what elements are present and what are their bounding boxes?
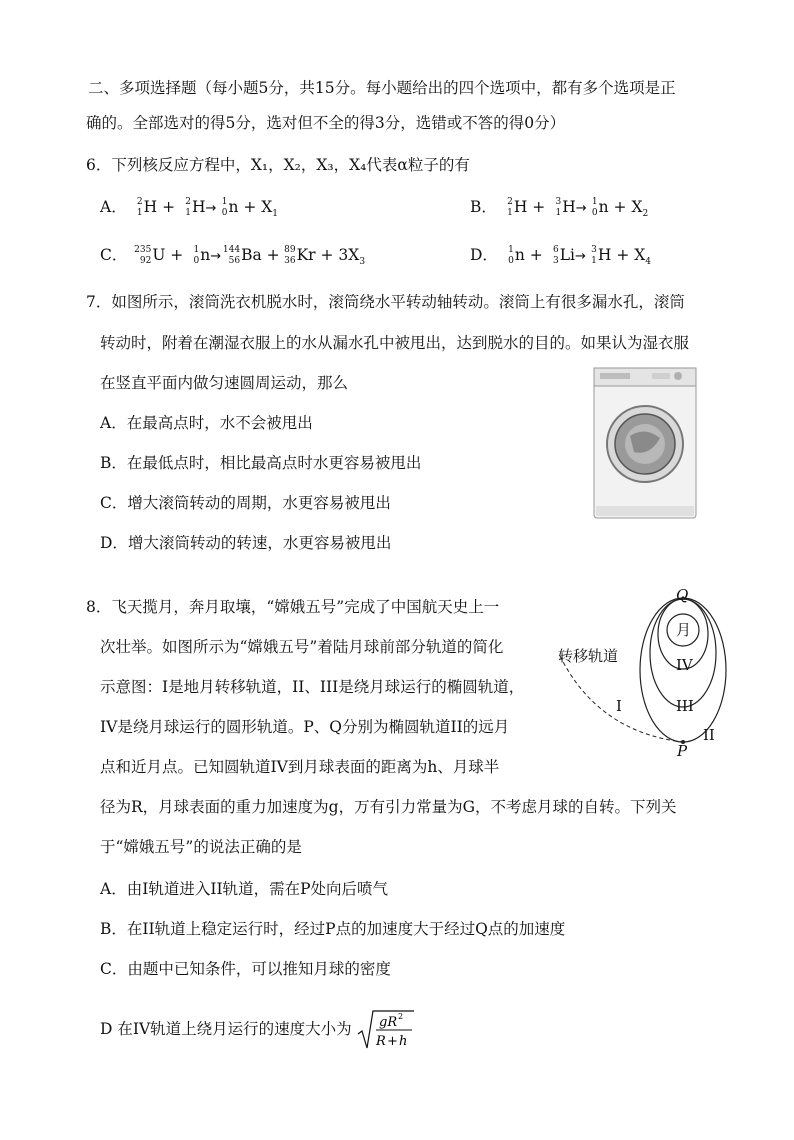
label-p: P xyxy=(677,742,688,760)
orbit-iii xyxy=(650,599,716,707)
label-moon: 月 xyxy=(676,621,692,639)
washing-machine-image xyxy=(592,366,698,522)
section-title-cont: 确的。全部选对的得5分，选对但不全的得3分，选错或不答的得0分） xyxy=(86,114,566,132)
q6-b-label: B． xyxy=(470,198,497,216)
svg-text:+: + xyxy=(386,1034,398,1049)
q7-option-b: B．在最低点时，相比最高点时水更容易被甩出 xyxy=(100,454,422,472)
q8-option-a: A．由I轨道进入II轨道，需在P处向后喷气 xyxy=(100,880,388,898)
q8-stem-2: 次壮举。如图所示为“嫦娥五号”着陆月球前部分轨道的简化 xyxy=(100,638,504,656)
q7-option-a: A．在最高点时，水不会被甩出 xyxy=(100,414,313,432)
label-ii: II xyxy=(703,726,715,744)
q6-option-d: D． 1 0 n + 6 3 Li→ 3 1 $H + X_4$ xyxy=(470,245,652,268)
q6-c-label: C． xyxy=(100,246,128,264)
q7-stem-1: 7．如图所示，滚筒洗衣机脱水时，滚筒绕水平转动轴转动。滚筒上有很多漏水孔，滚筒 xyxy=(86,293,685,311)
q8-stem-3: 示意图：I是地月转移轨道，II、III是绕月球运行的椭圆轨道， xyxy=(100,678,525,696)
label-transfer-orbit: 转移轨道 xyxy=(558,647,619,665)
sqrt-formula xyxy=(357,1008,415,1052)
q6-option-c: C． 235 92 U + 1 0 n→ 144 56 Ba + 89 36 $Kr + 3X_3$ xyxy=(100,245,366,268)
q6-stem: 6．下列核反应方程中，X₁，X₂，X₃，X₄代表α粒子的有 xyxy=(86,156,470,174)
q7-stem-3: 在竖直平面内做匀速圆周运动，那么 xyxy=(100,374,349,392)
q8-stem-4: IV是绕月球运行的圆形轨道。P、Q分别为椭圆轨道II的远月 xyxy=(100,718,510,736)
q6-a-label: A． xyxy=(100,198,127,216)
label-i: I xyxy=(616,697,622,715)
q8-stem-5: 点和近月点。已知圆轨道IV到月球表面的距离为h、月球半 xyxy=(100,758,500,776)
svg-text:gR: gR xyxy=(378,1015,397,1030)
q8-stem-7: 于“嫦娥五号”的说法正确的是 xyxy=(100,838,302,856)
label-q: Q xyxy=(676,586,689,604)
q8-option-b: B．在II轨道上稳定运行时，经过P点的加速度大于经过Q点的加速度 xyxy=(100,920,566,938)
q8-stem-1: 8．飞天揽月，奔月取壤，“嫦娥五号”完成了中国航天史上一 xyxy=(86,598,500,616)
q8-option-c: C．由题中已知条件，可以推知月球的密度 xyxy=(100,960,391,978)
q8-option-d xyxy=(100,1008,415,1052)
label-iv: IV xyxy=(676,656,693,674)
svg-text:h: h xyxy=(398,1034,407,1049)
section-title: 二、多项选择题（每小题5分，共15分。每小题给出的四个选项中，都有多个选项是正 xyxy=(88,79,676,97)
svg-text:R: R xyxy=(375,1034,386,1049)
q6-d-label: D． xyxy=(470,246,498,264)
q8-stem-6: 径为R，月球表面的重力加速度为g，万有引力常量为G，不考虑月球的自转。下列关 xyxy=(100,798,677,816)
q7-option-d: D．增大滚筒转动的转速，水更容易被甩出 xyxy=(100,534,392,552)
q8-option-d-text: D 在IV轨道上绕月运行的速度大小为 xyxy=(100,1020,352,1038)
q6-option-b: B． 2 1 H + 3 1 H→ 1 0 $n + X_2$ xyxy=(470,197,649,220)
q6-option-a: A． 2 1 H + 2 1 H→ 1 0 $n + X_1$ xyxy=(100,197,279,220)
q7-stem-2: 转动时，附着在潮湿衣服上的水从漏水孔中被甩出，达到脱水的目的。如果认为湿衣服 xyxy=(100,334,690,352)
svg-text:2: 2 xyxy=(397,1012,403,1021)
q7-option-c: C．增大滚筒转动的周期，水更容易被甩出 xyxy=(100,494,391,512)
label-iii: III xyxy=(676,697,694,715)
